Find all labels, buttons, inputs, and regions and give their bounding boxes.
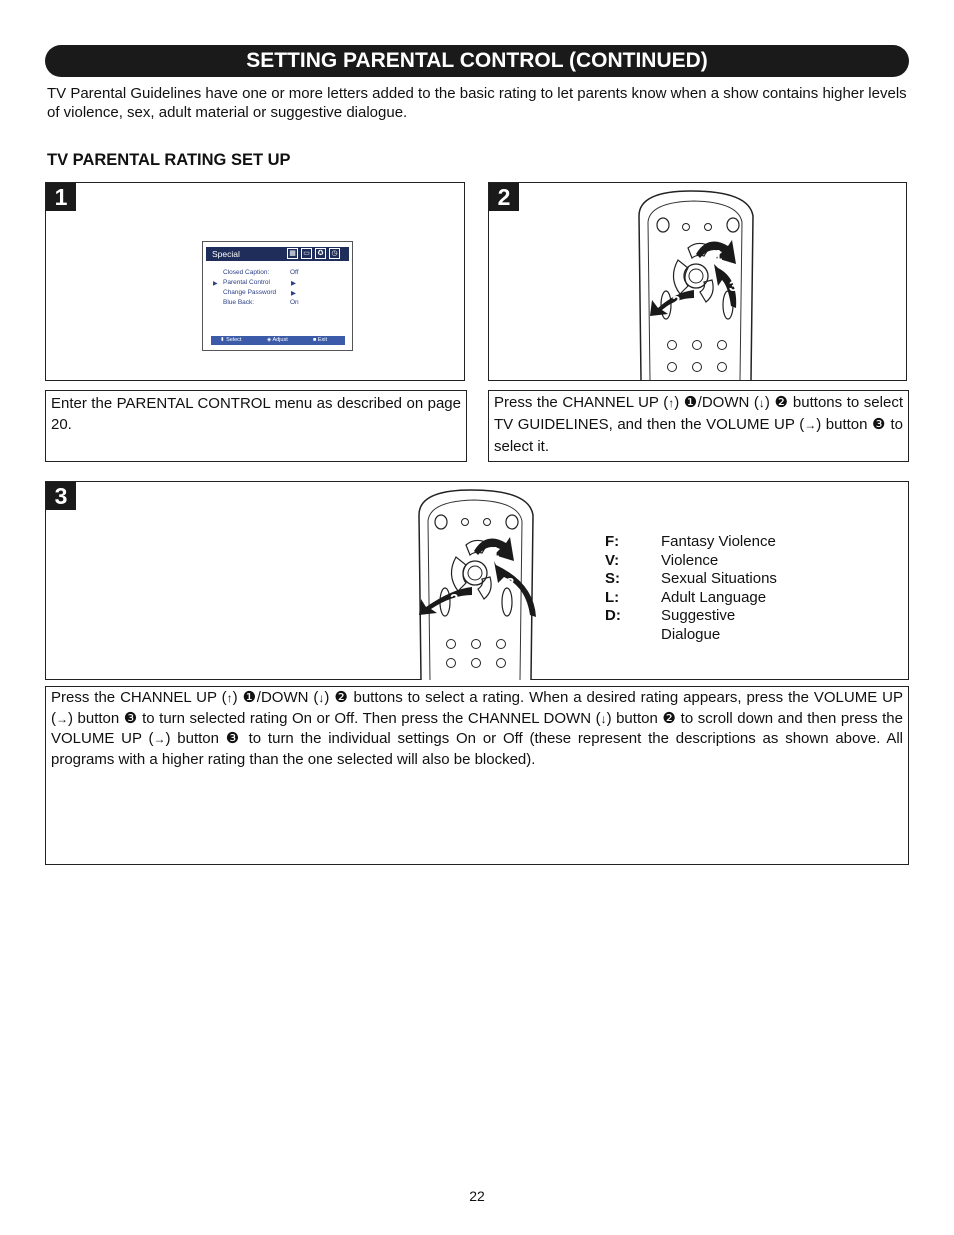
menu-item-closed-caption: Closed Caption: Off: [223, 269, 299, 276]
clock-icon: ◷: [329, 248, 340, 259]
grid-icon: ▦: [287, 248, 298, 259]
ratings-legend: [605, 533, 801, 645]
menu-cursor-icon: ▶: [213, 281, 218, 287]
rating-row-l: L: Adult Language: [605, 588, 767, 606]
arrow-right-icon: →: [153, 732, 166, 747]
step-1-caption: Enter the PARENTAL CONTROL menu as described on page 20.: [45, 390, 467, 462]
arrow-right-icon: →: [804, 418, 817, 432]
remote-control-illustration: [416, 487, 542, 680]
rating-row-s: S: Sexual Situations: [605, 570, 777, 588]
footer-exit: ■ Exit: [313, 337, 328, 343]
tv-menu-screen: [202, 241, 353, 351]
arrow-right-icon: →: [56, 711, 68, 726]
menu-item-parental-control: Parental Control ▶: [223, 279, 296, 287]
step-3-caption: Press the CHANNEL UP (↑) ❶/DOWN (↓) ❷ buttons to select a rating. When a desired rating appears, press the VOLUME UP (→) button ❸ to turn selected rating On or Off. Then press the CHANNEL DOWN (↓) button ❷ to scroll down and then press the VOLUME UP (→) button ❸ to turn the individual settings On or Off (these represent the descriptions as shown above. All programs with a higher rating than the one selected will also be blocked).: [45, 686, 909, 865]
menu-item-change-password: Change Password ▶: [223, 289, 296, 297]
arrow-up-icon: ↑: [226, 691, 233, 705]
arrow-1-label: 1: [491, 544, 500, 561]
arrow-3-label: 3: [506, 575, 515, 592]
page-title: SETTING PARENTAL CONTROL (CONTINUED): [246, 49, 708, 72]
rating-row-v: V: Violence: [605, 551, 719, 569]
remote-control-illustration: [636, 188, 762, 380]
footer-select: ⬍ Select: [220, 337, 242, 343]
rating-row-f: F: Fantasy Violence: [605, 533, 776, 550]
step-3-number: 3: [46, 482, 76, 510]
arrow-1-label: 1: [714, 247, 723, 264]
arrow-down-icon: ↓: [318, 691, 325, 705]
screen-icon: ▭: [301, 248, 312, 259]
section-title: TV PARENTAL RATING SET UP: [47, 151, 291, 169]
arrow-up-icon: ↑: [668, 396, 675, 410]
tools-icon: ✪: [315, 248, 326, 259]
rating-row-d: D: Suggestive Dialogue: [605, 607, 736, 643]
arrow-2-label: 2: [450, 591, 459, 608]
arrow-down-icon: ↓: [758, 396, 765, 410]
footer-adjust: ◈ Adjust: [267, 337, 288, 343]
arrow-3-label: 3: [729, 278, 738, 295]
arrow-down-icon: ↓: [600, 711, 607, 726]
tv-menu-title: Special: [212, 249, 240, 259]
step-2-number: 2: [489, 183, 519, 211]
step-2-caption: Press the CHANNEL UP (↑) ❶/DOWN (↓) ❷ buttons to select TV GUIDELINES, and then the VOLUME UP (→) button ❸ to select it.: [488, 390, 909, 462]
page-number: 22: [469, 1188, 485, 1204]
page-title-banner: [45, 45, 909, 77]
step-1-number: 1: [46, 183, 76, 211]
tv-menu-footer: [211, 336, 345, 345]
tv-menu-header: [206, 247, 349, 261]
menu-item-blue-back: Blue Back: On: [223, 299, 299, 306]
arrow-2-label: 2: [672, 293, 681, 310]
intro-paragraph: TV Parental Guidelines have one or more letters added to the basic rating to let parents know when a show contains higher levels of violence, sex, adult material or suggestive dialogue.: [47, 85, 907, 121]
